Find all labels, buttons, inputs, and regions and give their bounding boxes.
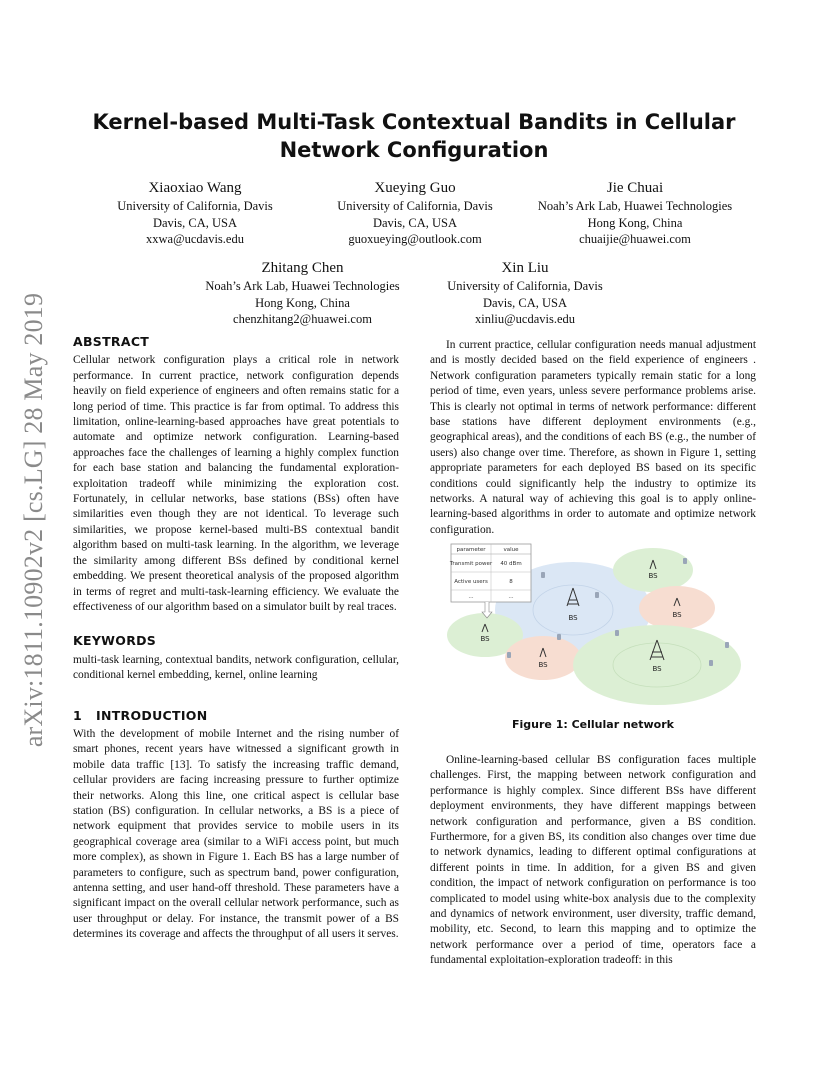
table-cell: Active users xyxy=(454,579,488,585)
author-name: Jie Chuai xyxy=(606,180,664,196)
author-block xyxy=(190,258,415,328)
author-affiliation: University of California, Davis xyxy=(337,199,493,213)
author-location: Hong Kong, China xyxy=(255,295,350,310)
author-email: chuaijie@huawei.com xyxy=(579,232,691,246)
bs-label: BS xyxy=(568,614,578,622)
paper-title: Kernel-based Multi-Task Contextual Bandits in Cellular Network Configuration xyxy=(92,110,736,162)
table-cell: Transmit power xyxy=(449,561,493,567)
keywords-heading: KEYWORDS xyxy=(73,633,157,649)
author-affiliation: University of California, Davis xyxy=(447,279,603,293)
author-block xyxy=(430,258,620,328)
arxiv-identifier xyxy=(14,280,54,760)
author-email: xinliu@ucdavis.edu xyxy=(474,312,576,326)
author-email: xxwa@ucdavis.edu xyxy=(146,232,244,246)
body-paragraph: Online-learning-based cellular BS configuration faces multiple challenges. First, the mapping between network configuration and performance is highly complex. Since different BSs have different deployment environments, they have different mappings between network configuration and performance, given a BS condition. Furthermore, for a given BS, its condition also changes over time due to network dynamics, leading to different optimal configurations at different points in time. In addition, for a given BS and given condition, the impact of network configuration on performance is too complicated to model using white-box analysis due to the complexity and dynamics of network environment, user diversity, traffic demand, mobility, etc. Second, to learn this mapping and to optimize the network performance over a period of time, operators face a fundamental exploitation-exploration tradeoff: in this xyxy=(430,754,756,967)
figure-caption: Figure 1: Cellular network xyxy=(512,718,674,731)
section-heading xyxy=(73,708,399,723)
author-affiliation: Noah’s Ark Lab, Huawei Technologies xyxy=(537,199,733,213)
left-column xyxy=(73,334,399,943)
intro-paragraph: With the development of mobile Internet and the rising number of smart phones, recent years have witnessed a significant growth in mobile data traffic [13]. To satisfy the increasing traffic demand, cellular providers are facing increasing pressure to further optimize their networks. Along this line, one critical aspect is cellular base station (BS) configuration. In cellular networks, a BS is a piece of network equipment that provides service to mobile users in its geographical coverage area (similar to a WiFi access point, but much more complex), as shown in Figure 1. Each BS has a large number of parameters to configure, such as spectrum band, power configuration, antenna setting, and user hand-off threshold. These parameters have a significant impact on the overall cellular network performance, such as user throughput or delay. For instance, the transmit power of a BS determines its coverage and affects the throughput of all users it serves. xyxy=(73,727,399,941)
right-column-top xyxy=(430,338,756,538)
bs-label: BS xyxy=(480,635,490,643)
coverage-area xyxy=(639,586,715,630)
abstract-text: Cellular network configuration plays a critical role in network performance. In current practice, network configuration depends heavily on field experience of engineers and often remains static for a long period of time. This practice is far from optimal. To address this limitation, online-learning-based approaches have great potentials to automate and optimize network configuration. Learning-based approaches face the challenges of learning a highly complex function for each base station and balancing the fundamental exploration-exploitation tradeoff while minimizing the exploration cost. Fortunately, in cellular networks, base stations (BSs) often have similarities even though they are not identical. To leverage such similarities, we propose kernel-based multi-BS contextual bandit algorithm based on multi-task learning. In the algorithm, we leverage the similarity among different BSs defined by conditional kernel embedding. We present theoretical analysis of the proposed algorithm in terms of regret and multi-task-learning efficiency. We evaluate the effectiveness of our algorithm based on a simulator built by real traces. xyxy=(73,354,399,613)
section-title: INTRODUCTION xyxy=(96,707,208,723)
author-location: Davis, CA, USA xyxy=(152,215,238,230)
arxiv-identifier-text: arXiv:1811.10902v2 [cs.LG] 28 May 2019 xyxy=(19,292,49,748)
coverage-area xyxy=(613,548,693,592)
author-name: Xiaoxiao Wang xyxy=(148,180,242,196)
author-name: Xueying Guo xyxy=(374,180,456,196)
author-location: Davis, CA, USA xyxy=(372,215,458,230)
table-cell: ... xyxy=(468,594,474,600)
table-header: value xyxy=(503,547,519,553)
cellular-network-diagram xyxy=(445,540,745,708)
bs-label: BS xyxy=(538,661,548,669)
author-affiliation: University of California, Davis xyxy=(117,199,273,213)
right-column-bottom xyxy=(430,753,756,969)
bs-label: BS xyxy=(648,572,658,580)
body-paragraph: In current practice, cellular configuration needs manual adjustment and is mostly decided based on the field experience of engineers . Network configuration parameters typically remain static for a long period of time, even years, unless severe performance problems arise. This is clearly not optimal in terms of network performance: different base stations have different deployment environments (e.g., geographical areas), and the conditions of each BS (e.g., the number of users) also change over time. Therefore, as shown in Figure 1, setting appropriate parameters for each deployed BS based on its specific conditions could significantly help the industry to optimize its networks. A natural way of achieving this goal is to apply online-learning-based algorithms in order to automate and optimize network configuration. xyxy=(430,339,756,536)
author-name: Xin Liu xyxy=(501,260,549,276)
keywords-text: multi-task learning, contextual bandits, network configuration, cellular, conditional kernel embedding, kernel, online learning xyxy=(73,653,399,682)
table-cell: 40 dBm xyxy=(500,561,522,567)
table-cell: 8 xyxy=(509,579,513,585)
author-block xyxy=(100,178,290,248)
cellular-network-figure xyxy=(445,540,745,708)
author-block xyxy=(525,178,745,248)
author-name: Zhitang Chen xyxy=(261,260,344,276)
author-email: chenzhitang2@huawei.com xyxy=(233,312,372,326)
bs-label: BS xyxy=(672,611,682,619)
coverage-area xyxy=(505,636,581,680)
author-location: Davis, CA, USA xyxy=(482,295,568,310)
author-block xyxy=(320,178,510,248)
table-header: parameter xyxy=(456,547,486,553)
abstract-heading: ABSTRACT xyxy=(73,334,150,349)
section-number: 1 xyxy=(73,707,82,723)
author-affiliation: Noah’s Ark Lab, Huawei Technologies xyxy=(205,279,400,293)
author-location: Hong Kong, China xyxy=(587,215,683,230)
bs-label: BS xyxy=(652,665,662,673)
author-email: guoxueying@outlook.com xyxy=(348,232,482,246)
table-cell: ... xyxy=(508,594,514,600)
